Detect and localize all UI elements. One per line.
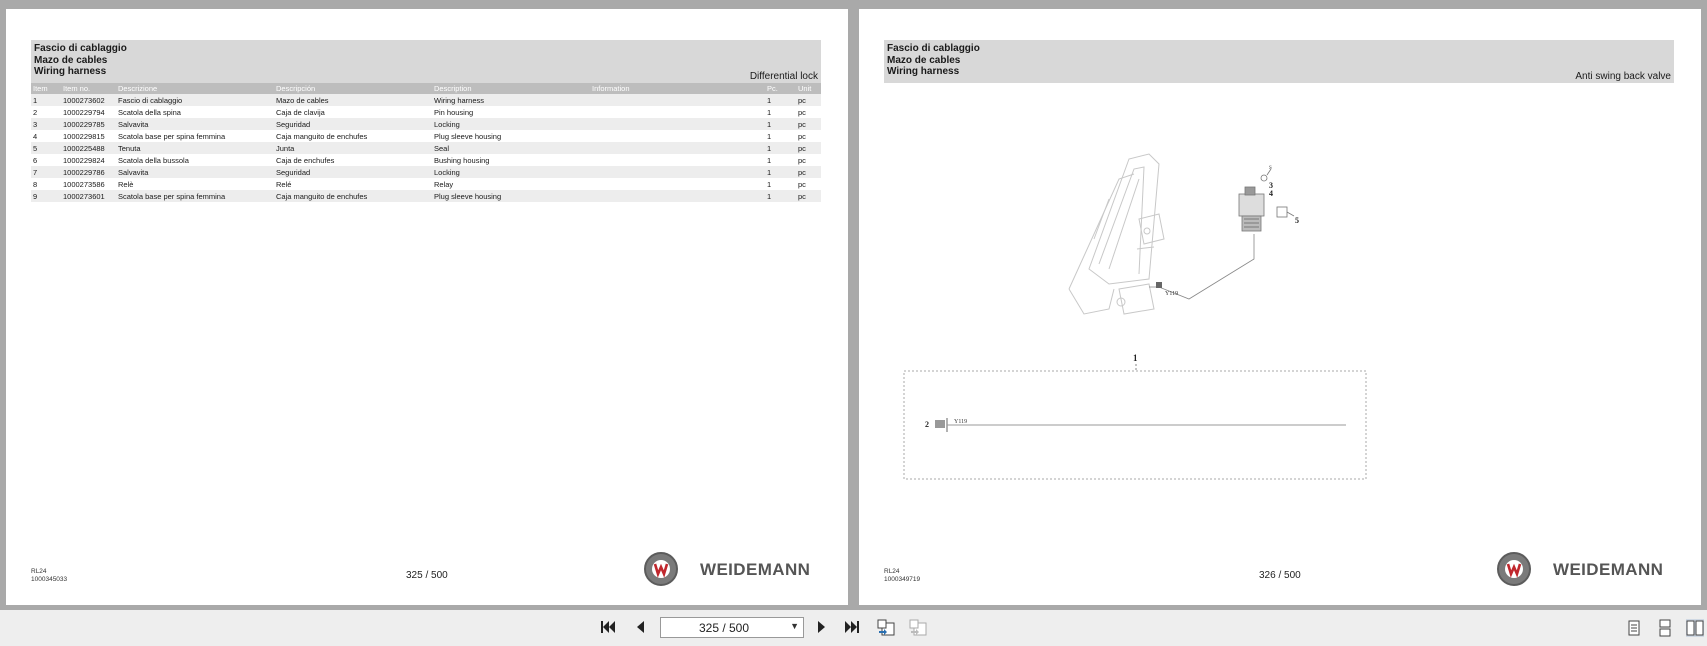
table-row [31, 130, 821, 142]
table-cell [590, 118, 765, 130]
two-page-view-button[interactable] [1686, 619, 1704, 637]
y119-connector-drawing [1156, 282, 1162, 288]
model-code: RL24 [31, 568, 47, 575]
title-spanish: Mazo de cables [34, 54, 108, 66]
wiring-diagram [925, 139, 1459, 499]
table-cell: 5 [31, 142, 61, 154]
table-cell: Locking [432, 118, 590, 130]
table-row [31, 118, 821, 130]
page-number-field[interactable] [660, 617, 804, 638]
table-row [31, 142, 821, 154]
table-row [31, 166, 821, 178]
table-row [31, 190, 821, 202]
parts-table [31, 83, 821, 202]
title-italian: Fascio di cablaggio [34, 43, 127, 54]
page-number: 325 / 500 [406, 570, 448, 581]
table-cell: Seguridad [274, 166, 432, 178]
table-cell: 1000273601 [61, 190, 116, 202]
table-cell: pc [798, 131, 806, 141]
table-cell: 1000273602 [61, 94, 116, 106]
table-cell [590, 142, 765, 154]
table-cell: pc [796, 118, 821, 130]
table-cell: Seal [432, 142, 590, 154]
table-row [31, 106, 821, 118]
table-cell: Salvavita [116, 166, 274, 178]
title-english: Wiring harness [34, 66, 107, 77]
diagram-label-y119-harness: Y119 [954, 419, 968, 425]
table-cell: 1000225488 [61, 142, 116, 154]
table-cell: Pin housing [434, 107, 474, 117]
table-cell: Plug sleeve housing [434, 131, 502, 141]
col-information: Information [590, 83, 765, 94]
table-row [31, 178, 821, 190]
table-cell: 3 [31, 118, 61, 130]
right-document-page [859, 9, 1701, 605]
table-cell [590, 94, 765, 106]
section-subtitle: Differential lock [749, 71, 818, 82]
diagram-label-2: 2 [925, 420, 929, 429]
table-cell: pc [796, 142, 821, 154]
next-page-icon [815, 619, 829, 635]
table-cell: Scatola della bussola [118, 155, 189, 165]
table-cell: 1 [31, 94, 61, 106]
diagram-label-3: 3 [1269, 181, 1273, 190]
footer-code [884, 568, 920, 584]
single-page-icon [1625, 619, 1643, 637]
page-number: 326 / 500 [1259, 570, 1301, 581]
table-cell: 1000229815 [63, 131, 105, 141]
back-view-button[interactable] [876, 619, 896, 637]
table-cell: 7 [31, 166, 61, 178]
title-italian: Fascio di cablaggio [887, 43, 980, 54]
viewer-toolbar [0, 610, 1707, 646]
single-page-view-button[interactable] [1625, 619, 1643, 637]
table-cell: Caja de clavija [276, 107, 325, 117]
table-cell: Relè [118, 179, 134, 189]
weidemann-logo-icon [644, 552, 678, 586]
table-cell: 1 [767, 131, 772, 141]
table-cell: 1000229786 [61, 166, 116, 178]
col-descrizione: Descrizione [116, 83, 274, 94]
table-cell: Fascio di cablaggio [116, 94, 274, 106]
table-cell: Salvavita [116, 118, 274, 130]
col-item: Item [31, 83, 61, 94]
valve-drawing [1239, 169, 1294, 231]
table-cell: Relay [434, 179, 454, 189]
table-cell: pc [796, 190, 821, 202]
continuous-view-button[interactable] [1656, 619, 1674, 637]
table-cell: Wiring harness [432, 94, 590, 106]
back-view-icon [876, 619, 896, 637]
table-cell: Locking [432, 166, 590, 178]
page-header [31, 40, 821, 83]
table-cell [590, 106, 765, 118]
table-cell: 1000229785 [61, 118, 116, 130]
left-document-page [6, 9, 848, 605]
table-cell [590, 130, 765, 142]
table-cell: 9 [31, 190, 61, 202]
table-cell: Scatola base per spina femmina [118, 131, 226, 141]
table-cell: 1 [765, 118, 796, 130]
title-spanish: Mazo de cables [887, 54, 961, 66]
table-cell: pc [798, 155, 806, 165]
weidemann-logo-icon [1497, 552, 1531, 586]
table-cell: 1 [765, 190, 796, 202]
section-subtitle: Anti swing back valve [1575, 71, 1671, 82]
table-cell: 1 [767, 179, 772, 189]
table-cell: Seguridad [274, 118, 432, 130]
table-cell: Scatola della spina [118, 107, 181, 117]
table-cell [590, 166, 765, 178]
table-cell [590, 154, 765, 166]
table-cell: Scatola base per spina femmina [116, 190, 274, 202]
table-cell: Junta [274, 142, 432, 154]
table-cell: Caja manguito de enchufes [274, 190, 432, 202]
table-cell: 1 [765, 142, 796, 154]
table-cell: 6 [33, 155, 38, 165]
table-row [31, 94, 821, 106]
table-cell: pc [796, 94, 821, 106]
first-page-icon [599, 619, 617, 635]
forward-view-button[interactable] [908, 619, 928, 637]
svg-text:S: S [1269, 166, 1272, 171]
col-unit: Unit [796, 83, 821, 94]
chevron-down-icon[interactable]: ▼ [790, 621, 799, 631]
forward-view-icon [908, 619, 928, 637]
prev-page-button[interactable] [630, 619, 650, 637]
page-number-value: 325 / 500 [698, 621, 750, 635]
table-cell: pc [796, 166, 821, 178]
col-description: Description [432, 83, 590, 94]
table-cell: Mazo de cables [274, 94, 432, 106]
table-cell: 1 [765, 166, 796, 178]
table-cell: 4 [33, 131, 38, 141]
doc-number: 1000349719 [884, 576, 921, 583]
table-cell: 1 [767, 107, 772, 117]
diagram-label-y119: Y119 [1165, 291, 1179, 297]
table-cell: Plug sleeve housing [432, 190, 590, 202]
diagram-label-5: 5 [1295, 216, 1299, 225]
table-cell: Bushing housing [434, 155, 490, 165]
first-page-button[interactable] [598, 619, 618, 637]
diagram-label-4: 4 [1269, 189, 1273, 198]
connector-2-drawing [935, 420, 945, 428]
model-code: RL24 [884, 568, 900, 575]
table-cell: Caja de enchufes [276, 155, 335, 165]
title-english: Wiring harness [887, 66, 960, 77]
table-cell: Tenuta [116, 142, 274, 154]
table-cell: 1 [765, 94, 796, 106]
two-page-icon [1686, 619, 1704, 637]
loader-arm-drawing [1069, 154, 1164, 314]
col-pc: Pc. [765, 83, 796, 94]
footer-code [31, 568, 67, 584]
continuous-icon [1656, 619, 1674, 637]
table-cell: 1000273586 [63, 179, 105, 189]
diagram-label-1: 1 [1133, 353, 1138, 363]
table-cell: Relé [276, 179, 292, 189]
table-cell: 2 [33, 107, 38, 117]
last-page-icon [843, 619, 861, 635]
table-cell [590, 178, 765, 190]
table-cell: 1000229794 [63, 107, 105, 117]
next-page-button[interactable] [812, 619, 832, 637]
brand-name: WEIDEMANN [700, 560, 811, 579]
last-page-button[interactable] [842, 619, 862, 637]
doc-number: 1000345033 [31, 576, 68, 583]
table-cell: 1000229824 [63, 155, 105, 165]
table-cell [590, 190, 765, 202]
page-header [884, 40, 1674, 83]
table-cell: pc [798, 107, 806, 117]
table-cell: Caja manguito de enchufes [276, 131, 368, 141]
col-descripcion: Descripción [274, 83, 432, 94]
col-item-no: Item no. [61, 83, 116, 94]
table-header-row [31, 83, 821, 94]
prev-page-icon [633, 619, 647, 635]
brand-name: WEIDEMANN [1553, 560, 1664, 579]
table-cell: 8 [33, 179, 38, 189]
table-cell: pc [798, 179, 806, 189]
table-cell: 1 [767, 155, 772, 165]
table-row [31, 154, 821, 166]
